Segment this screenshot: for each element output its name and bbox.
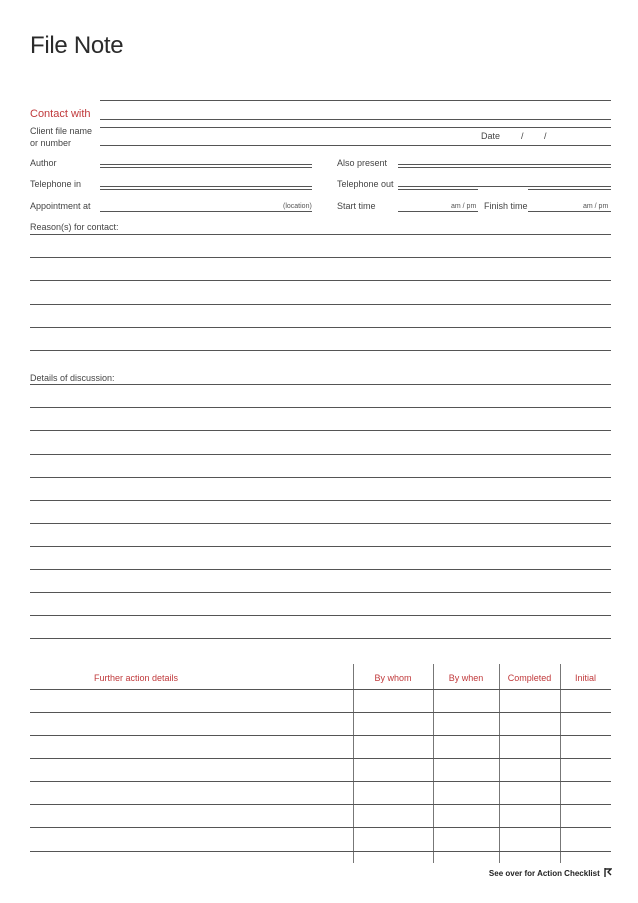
table-row[interactable] xyxy=(30,689,611,690)
details-line[interactable] xyxy=(30,384,611,385)
details-line[interactable] xyxy=(30,615,611,616)
reasons-line[interactable] xyxy=(30,350,611,351)
column-divider xyxy=(560,664,561,863)
header-by-whom: By whom xyxy=(374,673,412,683)
details-line[interactable] xyxy=(30,592,611,593)
page-turn-icon xyxy=(604,868,612,879)
also-present-label: Also present xyxy=(337,158,388,168)
details-label: Details of discussion: xyxy=(30,373,115,383)
header-by-when: By when xyxy=(448,673,484,683)
client-file-label-2: or number xyxy=(30,138,72,148)
finish-am-pm: am / pm xyxy=(583,203,609,210)
contact-with-label: Contact with xyxy=(30,108,91,120)
start-time-label: Start time xyxy=(337,201,376,211)
author-line-1[interactable] xyxy=(100,164,312,165)
telephone-out-line-2a xyxy=(398,189,478,190)
table-row[interactable] xyxy=(30,827,611,828)
telephone-out-label: Telephone out xyxy=(337,179,394,189)
appointment-line[interactable] xyxy=(100,211,312,212)
telephone-in-line-2 xyxy=(100,189,312,190)
column-divider xyxy=(499,664,500,863)
start-am-pm: am / pm xyxy=(451,203,477,210)
client-file-line-2[interactable] xyxy=(100,145,611,146)
table-row[interactable] xyxy=(30,712,611,713)
reasons-label: Reason(s) for contact: xyxy=(30,222,119,232)
location-hint: (location) xyxy=(283,203,312,210)
header-further-action: Further action details xyxy=(93,673,179,683)
details-line[interactable] xyxy=(30,523,611,524)
reasons-line[interactable] xyxy=(30,327,611,328)
telephone-out-line-1[interactable] xyxy=(398,186,611,187)
finish-time-label: Finish time xyxy=(484,201,528,211)
page-title: File Note xyxy=(30,32,124,59)
telephone-out-line-2b xyxy=(528,189,611,190)
details-line[interactable] xyxy=(30,477,611,478)
header-completed: Completed xyxy=(507,673,552,683)
column-divider xyxy=(353,664,354,863)
details-line[interactable] xyxy=(30,569,611,570)
table-row[interactable] xyxy=(30,735,611,736)
date-label: Date xyxy=(481,131,501,141)
appointment-label: Appointment at xyxy=(30,201,91,211)
details-line[interactable] xyxy=(30,500,611,501)
see-over-text: See over for Action Checklist xyxy=(488,869,600,878)
header-initial: Initial xyxy=(574,673,596,683)
details-line[interactable] xyxy=(30,430,611,431)
reasons-line[interactable] xyxy=(30,280,611,281)
also-present-line-1[interactable] xyxy=(398,164,611,165)
details-line[interactable] xyxy=(30,407,611,408)
author-label: Author xyxy=(30,158,57,168)
date-sep-2: / xyxy=(544,131,547,141)
details-line[interactable] xyxy=(30,454,611,455)
finish-time-line[interactable] xyxy=(528,211,611,212)
table-row[interactable] xyxy=(30,851,611,852)
reasons-line[interactable] xyxy=(30,257,611,258)
column-divider xyxy=(433,664,434,863)
author-line-2 xyxy=(100,167,312,168)
start-time-line[interactable] xyxy=(398,211,478,212)
also-present-line-2 xyxy=(398,167,611,168)
table-row[interactable] xyxy=(30,781,611,782)
see-over-link[interactable] xyxy=(489,868,612,879)
top-rule xyxy=(100,100,611,101)
table-row[interactable] xyxy=(30,758,611,759)
contact-with-line[interactable] xyxy=(100,119,611,120)
reasons-line[interactable] xyxy=(30,304,611,305)
client-file-label-1: Client file name xyxy=(30,126,93,136)
details-line[interactable] xyxy=(30,638,611,639)
details-line[interactable] xyxy=(30,546,611,547)
table-row[interactable] xyxy=(30,804,611,805)
date-sep-1: / xyxy=(521,131,524,141)
telephone-in-line-1[interactable] xyxy=(100,186,312,187)
client-file-line-1[interactable] xyxy=(100,127,611,128)
telephone-in-label: Telephone in xyxy=(30,179,82,189)
reasons-line[interactable] xyxy=(30,234,611,235)
